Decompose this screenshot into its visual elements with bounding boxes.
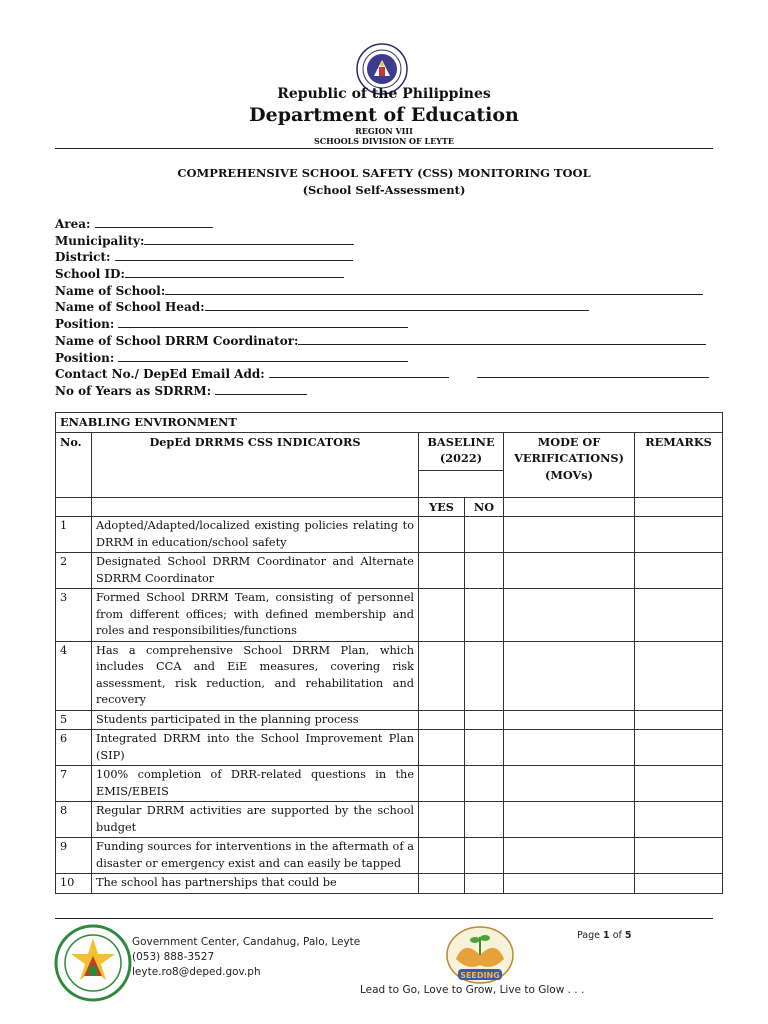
yes-cell[interactable] — [419, 553, 465, 589]
mov-cell[interactable] — [504, 517, 635, 553]
drrm-coordinator-field[interactable]: Name of School DRRM Coordinator: — [55, 332, 715, 349]
col-baseline-header: BASELINE (2022) — [419, 432, 504, 470]
mov-cell[interactable] — [504, 766, 635, 802]
table-row: 9 Funding sources for interventions in the aftermath of a disaster or emergency exist and can easily be tapped — [56, 838, 723, 874]
table-row: 4 Has a comprehensive School DRRM Plan, which includes CCA and EiE measures, covering risk assessment, risk reduction, and rehabilitation and recovery — [56, 641, 723, 710]
division-seal-icon — [54, 924, 132, 1002]
yes-cell[interactable] — [419, 802, 465, 838]
table-row: 10 The school has partnerships that could be — [56, 874, 723, 894]
years-sdrrm-field[interactable]: No of Years as SDRRM: — [55, 382, 715, 399]
footer-tagline: Lead to Go, Love to Grow, Live to Glow . . . — [360, 984, 585, 996]
yes-cell[interactable] — [419, 766, 465, 802]
col-indicators-header: DepEd DRRMS CSS INDICATORS — [92, 432, 419, 497]
municipality-field[interactable]: Municipality: — [55, 232, 715, 249]
contact-email-field[interactable]: Contact No./ DepEd Email Add: — [55, 365, 715, 382]
footer-address: Government Center, Candahug, Palo, Leyte — [132, 936, 361, 948]
remarks-cell[interactable] — [635, 553, 723, 589]
no-cell[interactable] — [465, 730, 504, 766]
remarks-cell[interactable] — [635, 710, 723, 730]
footer-email[interactable]: leyte.ro8@deped.gov.ph — [132, 966, 261, 978]
mov-cell[interactable] — [504, 874, 635, 894]
school-name-field[interactable]: Name of School: — [55, 282, 715, 299]
remarks-cell[interactable] — [635, 802, 723, 838]
remarks-cell[interactable] — [635, 838, 723, 874]
col-no-answer-header: NO — [465, 497, 504, 517]
yes-cell[interactable] — [419, 641, 465, 710]
footer-rule — [55, 918, 713, 919]
col-movs-header: MODE OF VERIFICATIONS) (MOVs) — [504, 432, 635, 497]
no-cell[interactable] — [465, 589, 504, 642]
yes-cell[interactable] — [419, 730, 465, 766]
yes-cell[interactable] — [419, 589, 465, 642]
position-field[interactable]: Position: — [55, 315, 715, 332]
yes-cell[interactable] — [419, 517, 465, 553]
header-rule — [55, 148, 713, 149]
page-indicator: Page 1 of 5 — [577, 930, 632, 941]
seeding-logo-icon — [444, 925, 516, 985]
republic-heading: Republic of the Philippines — [277, 86, 491, 102]
col-yes-header: YES — [419, 497, 465, 517]
school-head-field[interactable]: Name of School Head: — [55, 298, 715, 315]
document-title: COMPREHENSIVE SCHOOL SAFETY (CSS) MONITORING TOOL — [177, 166, 591, 180]
school-info-fields — [55, 215, 715, 399]
header-row — [56, 432, 723, 470]
mov-cell[interactable] — [504, 710, 635, 730]
svg-text:SEEDING: SEEDING — [460, 971, 500, 980]
table-row: 1 Adopted/Adapted/localized existing policies relating to DRRM in education/school safety — [56, 517, 723, 553]
table-row: 8 Regular DRRM activities are supported by the school budget — [56, 802, 723, 838]
document-subtitle: (School Self-Assessment) — [302, 183, 466, 197]
mov-cell[interactable] — [504, 641, 635, 710]
region-heading: REGION VIII — [355, 126, 413, 136]
remarks-cell[interactable] — [635, 766, 723, 802]
remarks-cell[interactable] — [635, 730, 723, 766]
remarks-cell[interactable] — [635, 641, 723, 710]
col-no-header: No. — [56, 432, 92, 497]
table-row: 5 Students participated in the planning process — [56, 710, 723, 730]
section-title: ENABLING ENVIRONMENT — [56, 413, 723, 433]
yes-cell[interactable] — [419, 838, 465, 874]
mov-cell[interactable] — [504, 730, 635, 766]
remarks-cell[interactable] — [635, 589, 723, 642]
school-id-field[interactable]: School ID: — [55, 265, 715, 282]
table-row: 6 Integrated DRRM into the School Improvement Plan (SIP) — [56, 730, 723, 766]
mov-cell[interactable] — [504, 553, 635, 589]
no-cell[interactable] — [465, 766, 504, 802]
no-cell[interactable] — [465, 553, 504, 589]
table-row: 7 100% completion of DRR-related questions in the EMIS/EBEIS — [56, 766, 723, 802]
yes-cell[interactable] — [419, 710, 465, 730]
no-cell[interactable] — [465, 710, 504, 730]
no-cell[interactable] — [465, 874, 504, 894]
footer-contact — [132, 935, 360, 980]
yes-cell[interactable] — [419, 874, 465, 894]
css-indicators-table — [55, 412, 723, 894]
footer-phone: (053) 888-3527 — [132, 951, 215, 963]
yes-no-row — [56, 497, 723, 517]
district-field[interactable]: District: — [55, 248, 715, 265]
no-cell[interactable] — [465, 641, 504, 710]
coordinator-position-field[interactable]: Position: — [55, 349, 715, 366]
section-row — [56, 413, 723, 433]
no-cell[interactable] — [465, 802, 504, 838]
department-heading: Department of Education — [249, 104, 519, 126]
mov-cell[interactable] — [504, 802, 635, 838]
table-row: 2 Designated School DRRM Coordinator and Alternate SDRRM Coordinator — [56, 553, 723, 589]
area-field[interactable]: Area: — [55, 215, 715, 232]
division-heading: SCHOOLS DIVISION OF LEYTE — [314, 136, 454, 146]
remarks-cell[interactable] — [635, 874, 723, 894]
remarks-cell[interactable] — [635, 517, 723, 553]
mov-cell[interactable] — [504, 838, 635, 874]
col-remarks-header: REMARKS — [635, 432, 723, 497]
table-row: 3 Formed School DRRM Team, consisting of personnel from different offices; with defined membership and roles and responsibilities/functions — [56, 589, 723, 642]
mov-cell[interactable] — [504, 589, 635, 642]
no-cell[interactable] — [465, 838, 504, 874]
no-cell[interactable] — [465, 517, 504, 553]
